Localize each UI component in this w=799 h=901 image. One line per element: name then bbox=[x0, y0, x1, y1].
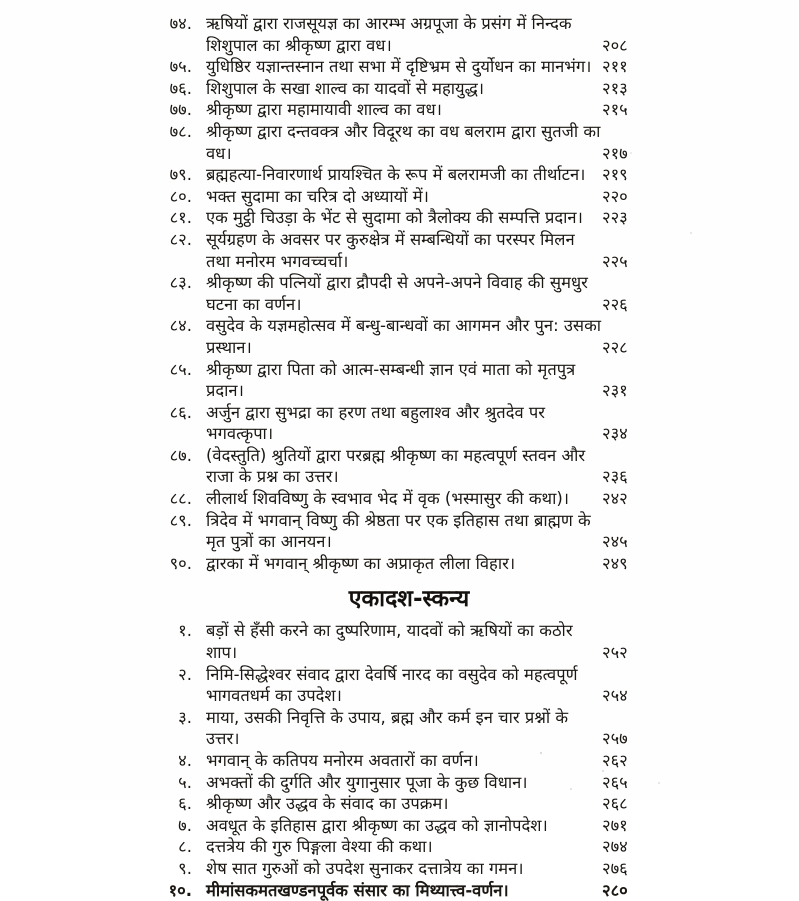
entry-title: बड़ों से हँसी करने का दुष्परिणाम, यादवों को ऋषियों का कठोर शाप। bbox=[206, 621, 573, 663]
entry-number: ९०. bbox=[169, 553, 192, 573]
entry-title: माया, उसकी निवृत्ति के उपाय, ब्रह्म और कर्म इन चार प्रश्नों के उत्तर। bbox=[206, 707, 569, 749]
toc-entry bbox=[140, 815, 628, 837]
entry-title: अर्जुन द्वारा सुभद्रा का हरण तथा बहुलाश्व और श्रुतदेव पर भगवत्कृपा। bbox=[206, 402, 545, 444]
toc-entry bbox=[140, 793, 628, 815]
toc-entry bbox=[140, 510, 628, 553]
entry-number: ८४. bbox=[169, 316, 192, 336]
entry-page-number: २१७ bbox=[602, 143, 628, 163]
entry-number: ७९. bbox=[169, 165, 192, 185]
entry-page-number: २७१ bbox=[602, 815, 628, 835]
toc-entry bbox=[140, 207, 628, 229]
entry-page-number: २११ bbox=[602, 57, 628, 77]
entry-number: ३. bbox=[178, 707, 192, 727]
entry-number: २. bbox=[178, 664, 192, 684]
entry-page-number: २२५ bbox=[602, 251, 628, 271]
toc-entry bbox=[140, 56, 628, 78]
entry-number: १. bbox=[178, 621, 192, 641]
entry-number: ९. bbox=[178, 858, 192, 878]
entry-title: मीमांसकमतखण्डनपूर्वक संसार का मिथ्यात्त्व-वर्णन। bbox=[206, 880, 509, 900]
entry-number: ४. bbox=[178, 751, 192, 770]
entry-page-number: २२६ bbox=[602, 294, 628, 314]
entry-page-number: २४९ bbox=[602, 553, 628, 573]
scan-noise-speckles bbox=[540, 752, 542, 754]
toc-entry bbox=[140, 620, 628, 663]
toc-entry bbox=[140, 664, 628, 707]
entry-title: शेष सात गुरुओं को उपदेश सुनाकर दत्तात्रेय का गमन। bbox=[206, 858, 524, 878]
entry-title: एक मुट्ठी चिउड़ा के भेंट से सुदामा को त्रैलोक्य की सम्पत्ति प्रदान। bbox=[206, 208, 583, 228]
entry-page-number: २१९ bbox=[602, 165, 628, 185]
entry-number: ७५. bbox=[169, 57, 192, 77]
entry-page-number: २६२ bbox=[602, 751, 628, 770]
entry-number: ७७. bbox=[169, 100, 192, 120]
toc-entry bbox=[140, 315, 628, 358]
entry-title: भक्त सुदामा का चरित्र दो अध्यायों में। bbox=[206, 186, 429, 206]
entry-page-number: २८० bbox=[602, 880, 628, 900]
entry-page-number: २२८ bbox=[602, 337, 628, 357]
toc-entry bbox=[140, 836, 628, 858]
toc-entry bbox=[140, 445, 628, 488]
entry-title: श्रीकृष्ण की पत्नियों द्वारा द्रौपदी से अपने-अपने विवाह की सुमधुर घटना का वर्णन। bbox=[206, 273, 588, 314]
toc-entry bbox=[140, 99, 628, 121]
entry-number: ५. bbox=[178, 772, 192, 792]
toc-entry bbox=[140, 121, 628, 164]
toc-entry-list bbox=[140, 13, 628, 574]
toc-entry bbox=[140, 229, 628, 272]
entry-title: श्रीकृष्ण द्वारा पिता को आत्म-सम्बन्धी ज्ञान एवं माता को मृतपुत्र प्रदान। bbox=[206, 359, 576, 401]
toc-entry bbox=[140, 78, 628, 100]
entry-title: वसुदेव के यज्ञमहोत्सव में बन्धु-बान्धवों का आगमन और पुन: उसका प्रस्थान। bbox=[206, 316, 602, 357]
entry-number: ७८. bbox=[169, 121, 192, 141]
entry-page-number: २७४ bbox=[602, 837, 628, 857]
entry-page-number: २३६ bbox=[602, 467, 628, 487]
entry-number: ८१. bbox=[169, 208, 192, 228]
entry-page-number: २१३ bbox=[602, 78, 628, 98]
entry-number: ८९. bbox=[169, 510, 192, 530]
entry-page-number: २३१ bbox=[602, 381, 628, 401]
toc-entry bbox=[140, 750, 628, 772]
entry-page-number: २०८ bbox=[602, 35, 628, 55]
toc-entry bbox=[140, 488, 628, 510]
entry-number: ८८. bbox=[169, 489, 192, 509]
entry-title: श्रीकृष्ण द्वारा महामायावी शाल्व का वध। bbox=[206, 100, 442, 120]
entry-title: द्वारका में भगवान् श्रीकृष्ण का अप्राकृत लीला विहार। bbox=[206, 553, 516, 573]
toc-entry bbox=[140, 553, 628, 575]
entry-title: अभक्तों की दुर्गति और युगानुसार पूजा के कुछ विधान। bbox=[206, 772, 528, 792]
entry-page-number: २३४ bbox=[602, 424, 628, 444]
entry-number: ७४. bbox=[169, 14, 192, 33]
entry-page-number: २४२ bbox=[602, 489, 628, 509]
entry-number: ८०. bbox=[169, 186, 192, 206]
entry-title: युधिष्ठिर यज्ञान्तस्नान तथा सभा में दृष्टिभ्रम से दुर्योधन का मानभंग। bbox=[206, 57, 592, 77]
toc-entry bbox=[140, 186, 628, 208]
section-heading-ekadasha-skandha: एकादश-स्कन्य bbox=[348, 586, 470, 613]
entry-title: ब्रह्महत्या-निवारणार्थ प्रायश्चित के रूप में बलरामजी का तीर्थाटन। bbox=[206, 165, 586, 185]
entry-number: ८. bbox=[178, 837, 192, 857]
toc-entry bbox=[140, 164, 628, 186]
entry-number: १०. bbox=[168, 880, 192, 900]
entry-title: श्रीकृष्ण और उद्धव के संवाद का उपक्रम। bbox=[206, 794, 449, 814]
entry-page-number: २४५ bbox=[602, 532, 628, 552]
entry-number: ८६. bbox=[169, 402, 192, 422]
entry-title: निमि-सिद्धेश्वर संवाद द्वारा देवर्षि नारद का वसुदेव को महत्वपूर्ण भागवतधर्म का उपदेश। bbox=[206, 664, 578, 706]
toc-entry bbox=[140, 359, 628, 402]
toc-entry bbox=[140, 858, 628, 880]
entry-title: त्रिदेव में भगवान् विष्णु की श्रेष्ठता पर एक इतिहास तथा ब्राह्मण के मृत पुत्रों का आनयन। bbox=[206, 510, 591, 552]
entry-page-number: २५७ bbox=[602, 729, 628, 749]
entry-title: भगवान् के कतिपय मनोरम अवतारों का वर्णन। bbox=[206, 751, 479, 770]
entry-title: श्रीकृष्ण द्वारा दन्तवक्त्र और विदूरथ का वध बलराम द्वारा सुतजी का वध। bbox=[206, 121, 601, 163]
toc-entry bbox=[140, 13, 628, 56]
entry-number: ७. bbox=[178, 815, 192, 835]
toc-entry bbox=[140, 272, 628, 315]
entry-title: लीलार्थ शिवविष्णु के स्वभाव भेद में वृक (भस्मासुर की कथा)। bbox=[206, 489, 570, 509]
entry-page-number: २६८ bbox=[602, 794, 628, 814]
toc-entry bbox=[140, 772, 628, 794]
entry-page-number: २१५ bbox=[602, 100, 628, 120]
entry-number: ८७. bbox=[169, 445, 192, 465]
entry-title: दत्तत्रेय की गुरु पिङ्गला वेश्या की कथा। bbox=[206, 837, 433, 857]
entry-page-number: २५२ bbox=[602, 643, 628, 663]
entry-page-number: २७६ bbox=[602, 858, 628, 878]
entry-number: ७६. bbox=[169, 78, 192, 98]
entry-number: ८२. bbox=[169, 229, 192, 249]
entry-page-number: २५४ bbox=[602, 686, 628, 706]
toc-section-ekadasha-skandha bbox=[140, 620, 628, 901]
entry-title: सूर्यग्रहण के अवसर पर कुरुक्षेत्र में सम्बन्धियों का परस्पर मिलन तथा मनोरम भगवच्चर्चा। bbox=[206, 229, 575, 271]
entry-title: अवधूत के इतिहास द्वारा श्रीकृष्ण का उद्धव को ज्ञानोपदेश। bbox=[206, 815, 548, 835]
entry-title: ऋषियों द्वारा राजसूयज्ञ का आरम्भ अग्रपूजा के प्रसंग में निन्दक शिशुपाल का श्रीकृष्ण द्वारा वध। bbox=[206, 14, 572, 55]
entry-page-number: २२० bbox=[602, 186, 628, 206]
entry-number: ८३. bbox=[169, 273, 192, 293]
toc-entry bbox=[140, 402, 628, 445]
toc-section-dashama-skandha bbox=[140, 13, 628, 574]
entry-page-number: २६५ bbox=[602, 772, 628, 792]
entry-title: (वेदस्तुति) श्रुतियों द्वारा परब्रह्म श्रीकृष्ण का महत्वपूर्ण स्तवन और राजा के प्रश्न का उत्तर। bbox=[206, 445, 586, 487]
toc-entry bbox=[140, 880, 628, 901]
toc-entry-list bbox=[140, 620, 628, 901]
toc-entry bbox=[140, 707, 628, 750]
entry-number: ६. bbox=[178, 794, 192, 814]
entry-title: शिशुपाल के सखा शाल्व का यादवों से महायुद्ध। bbox=[206, 78, 485, 98]
entry-number: ८५. bbox=[169, 359, 192, 379]
entry-page-number: २२३ bbox=[602, 208, 628, 228]
